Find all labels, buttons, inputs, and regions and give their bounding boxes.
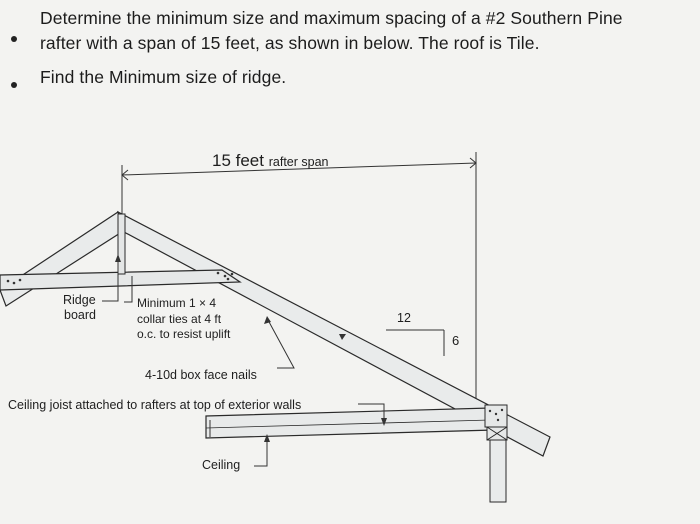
slope-run-label: 12 xyxy=(397,311,411,325)
collar-tie-label xyxy=(137,296,230,343)
ridge-board-label-line: Ridge xyxy=(63,293,96,307)
span-description-label: rafter span xyxy=(268,155,329,169)
top-plate xyxy=(485,405,507,427)
ridge-board-shape xyxy=(118,214,125,274)
ridge-board-label xyxy=(63,293,96,323)
face-nails-label: 4-10d box face nails xyxy=(145,368,257,382)
span-label-group xyxy=(212,151,329,171)
problem-line: rafter with a span of 15 feet, as shown in below. The roof is Tile. xyxy=(40,33,540,53)
problem-line: Determine the minimum size and maximum spacing of a #2 Southern Pine xyxy=(40,8,623,28)
problem-line: Find the Minimum size of ridge. xyxy=(40,67,287,87)
ceiling-joist-label: Ceiling joist attached to rafters at top of exterior walls xyxy=(8,398,302,412)
left-rafter xyxy=(0,212,128,306)
ceiling-label: Ceiling xyxy=(202,458,241,472)
slope-indicator xyxy=(386,330,444,356)
span-value-label: 15 feet xyxy=(212,151,264,170)
collar-tie-label-line: collar ties at 4 ft xyxy=(137,311,222,326)
slope-rise-label: 6 xyxy=(452,333,460,348)
collar-tie-label-line: o.c. to resist uplift xyxy=(137,327,231,341)
ceiling-joist xyxy=(206,408,494,438)
exterior-wall-stud xyxy=(490,440,506,502)
ridge-board-label-line: board xyxy=(64,308,96,322)
collar-tie-label-line: Minimum 1 × 4 xyxy=(137,296,217,310)
